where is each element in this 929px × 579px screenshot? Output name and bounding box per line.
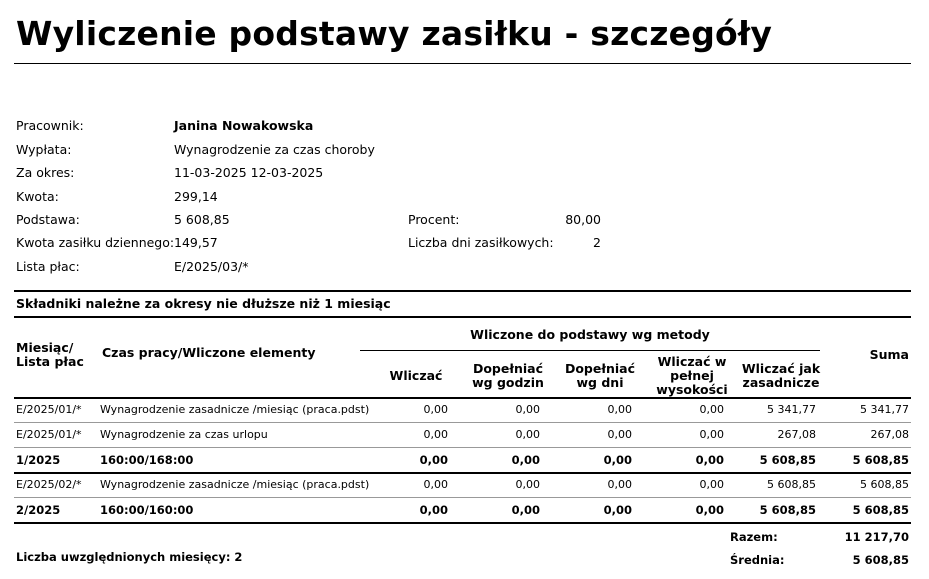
procent-label: Procent:	[408, 212, 460, 227]
table-row-rule	[14, 522, 911, 524]
pracownik-label: Pracownik:	[16, 118, 84, 133]
table-cell-v3: 0,00	[607, 403, 632, 416]
table-cell-c: Wynagrodzenie zasadnicze /miesiąc (praca.pdst)	[100, 478, 370, 491]
okres-label: Za okres:	[16, 165, 75, 180]
table-cell-c: 160:00/160:00	[100, 503, 194, 517]
pracownik-value: Janina Nowakowska	[174, 118, 314, 133]
table-cell-v1: 0,00	[423, 403, 448, 416]
table-cell-v2: 0,00	[511, 453, 540, 467]
header-dopelniac-godzin	[468, 362, 548, 390]
table-cell-s: 5 341,77	[860, 403, 909, 416]
table-cell-v2: 0,00	[511, 503, 540, 517]
wyplata-label: Wypłata:	[16, 142, 72, 157]
table-row-rule	[14, 472, 911, 474]
table-cell-v5: 5 341,77	[767, 403, 816, 416]
srednia-label: Średnia:	[730, 553, 785, 567]
table-cell-v1: 0,00	[419, 453, 448, 467]
table-cell-s: 5 608,85	[852, 453, 909, 467]
header-dopelniac-dni-line2: wg dni	[576, 375, 624, 390]
table-cell-v4: 0,00	[695, 453, 724, 467]
page-title: Wyliczenie podstawy zasiłku - szczegóły	[16, 14, 773, 53]
table-cell-v2: 0,00	[515, 428, 540, 441]
group-header-rule	[360, 350, 820, 351]
table-cell-s: 267,08	[870, 428, 909, 441]
table-cell-v5: 5 608,85	[759, 503, 816, 517]
table-cell-v3: 0,00	[607, 428, 632, 441]
section-top-rule	[14, 290, 911, 292]
razem-label: Razem:	[730, 530, 778, 544]
table-cell-c: 160:00/168:00	[100, 453, 194, 467]
table-cell-v1: 0,00	[423, 478, 448, 491]
header-dopelniac-godzin-line2: wg godzin	[472, 375, 544, 390]
table-cell-m: E/2025/02/*	[16, 478, 82, 491]
table-cell-m: 2/2025	[16, 503, 61, 517]
table-cell-v3: 0,00	[607, 478, 632, 491]
table-cell-c: Wynagrodzenie za czas urlopu	[100, 428, 268, 441]
kwota-label: Kwota:	[16, 189, 59, 204]
table-cell-v3: 0,00	[603, 453, 632, 467]
kwota-value: 299,14	[174, 189, 218, 204]
table-cell-s: 5 608,85	[852, 503, 909, 517]
table-row-rule	[14, 422, 911, 423]
liczba-dni-label: Liczba dni zasiłkowych:	[408, 235, 554, 250]
table-cell-v2: 0,00	[515, 478, 540, 491]
table-cell-v1: 0,00	[419, 503, 448, 517]
table-row-rule	[14, 447, 911, 448]
header-dopelniac-dni-line1: Dopełniać	[564, 361, 636, 376]
lista-plac-value: E/2025/03/*	[174, 259, 249, 274]
table-header-rule	[14, 397, 911, 399]
section-title: Składniki należne za okresy nie dłuższe niż 1 miesiąc	[16, 296, 391, 311]
header-zasadnicze-line1: Wliczać jak	[741, 361, 821, 376]
table-cell-c: Wynagrodzenie zasadnicze /miesiąc (praca.pdst)	[100, 403, 370, 416]
kwota-dzienna-label: Kwota zasiłku dziennego:	[16, 235, 175, 250]
table-cell-v5: 267,08	[777, 428, 816, 441]
table-cell-v5: 5 608,85	[759, 453, 816, 467]
table-cell-m: E/2025/01/*	[16, 428, 82, 441]
table-row-rule	[14, 497, 911, 498]
table-cell-v4: 0,00	[695, 503, 724, 517]
months-count: Liczba uwzględnionych miesięcy: 2	[16, 550, 243, 564]
header-czas: Czas pracy/Wliczone elementy	[102, 345, 316, 360]
table-cell-v2: 0,00	[515, 403, 540, 416]
table-cell-v4: 0,00	[699, 403, 724, 416]
podstawa-label: Podstawa:	[16, 212, 80, 227]
header-dopelniac-godzin-line1: Dopełniać	[472, 361, 544, 376]
table-cell-v4: 0,00	[699, 428, 724, 441]
header-dopelniac-dni	[560, 362, 640, 390]
table-cell-v5: 5 608,85	[767, 478, 816, 491]
razem-value: 11 217,70	[844, 530, 909, 544]
table-cell-m: 1/2025	[16, 453, 61, 467]
table-cell-v1: 0,00	[423, 428, 448, 441]
podstawa-value: 5 608,85	[174, 212, 230, 227]
header-zasadnicze	[736, 362, 826, 390]
table-cell-v4: 0,00	[699, 478, 724, 491]
section-bottom-rule	[14, 316, 911, 318]
header-pelnej	[650, 355, 734, 397]
header-group-wliczone: Wliczone do podstawy wg metody	[470, 327, 710, 342]
header-wliczac: Wliczać	[389, 368, 443, 383]
header-miesiac	[16, 341, 84, 369]
header-miesiac-line1: Miesiąc/	[16, 340, 74, 355]
title-divider	[14, 63, 911, 64]
liczba-dni-value: 2	[593, 235, 601, 250]
table-cell-m: E/2025/01/*	[16, 403, 82, 416]
procent-value: 80,00	[565, 212, 601, 227]
header-zasadnicze-line2: zasadnicze	[742, 375, 820, 390]
srednia-value: 5 608,85	[852, 553, 909, 567]
header-pelnej-line3: wysokości	[656, 382, 728, 397]
header-miesiac-line2: Lista płac	[16, 354, 84, 369]
header-suma: Suma	[869, 347, 909, 362]
header-pelnej-line1: Wliczać w	[657, 354, 727, 369]
kwota-dzienna-value: 149,57	[174, 235, 218, 250]
wyplata-value: Wynagrodzenie za czas choroby	[174, 142, 375, 157]
table-cell-v3: 0,00	[603, 503, 632, 517]
table-cell-s: 5 608,85	[860, 478, 909, 491]
header-pelnej-line2: pełnej	[670, 368, 714, 383]
lista-plac-label: Lista płac:	[16, 259, 80, 274]
okres-value: 11-03-2025 12-03-2025	[174, 165, 324, 180]
